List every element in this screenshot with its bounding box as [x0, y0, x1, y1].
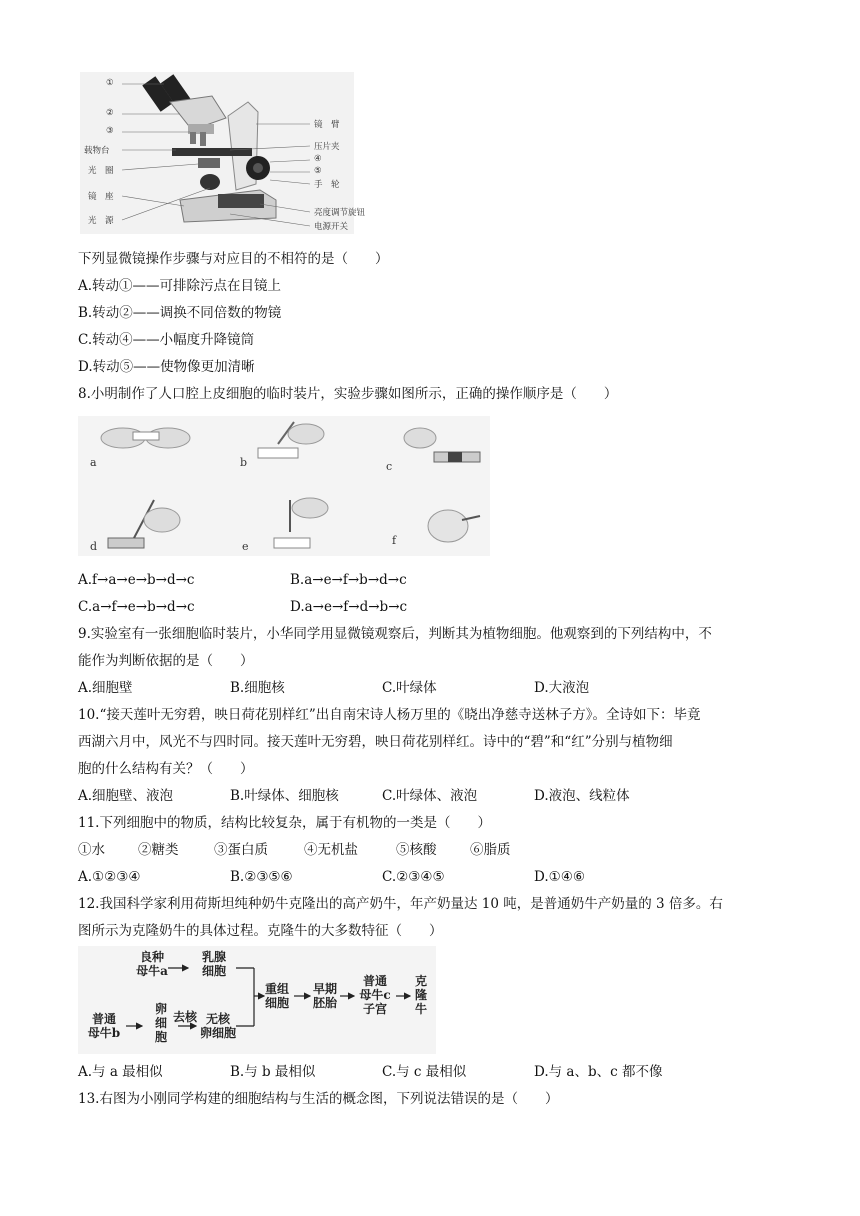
q10-line2: 西湖六月中，风光不与四时同。接天莲叶无穷碧，映日荷花别样红。诗中的“碧”和“红”分别与植物细	[78, 734, 673, 750]
flow-clone-cow: 克 隆 牛	[414, 974, 427, 1016]
microscope-label-power: 电源开关	[314, 222, 349, 232]
q7-stem: 下列显微镜操作步骤与对应目的不相符的是（ ）	[78, 251, 389, 267]
flow-mammary-cell: 乳腺 细胞	[201, 950, 226, 978]
q11-item-3: ③蛋白质	[214, 842, 268, 858]
q10-option-a: A.细胞壁、液泡	[78, 788, 174, 804]
microscope-label-brightness: 亮度调节旋钮	[314, 208, 366, 218]
microscope-label-stage: 载物台	[84, 146, 110, 156]
q8-option-b: B.a→e→f→b→d→c	[290, 572, 407, 588]
q12-line1: 12.我国科学家利用荷斯坦纯种奶牛克隆出的高产奶牛，年产奶量达 10 吨，是普通奶牛产奶量的 3 倍多。右	[78, 896, 723, 912]
cloning-flow-figure	[78, 946, 436, 1054]
q7-option-d: D.转动⑤——使物像更加清晰	[78, 359, 255, 375]
microscope-label-1: ①	[106, 78, 114, 88]
q11-item-1: ①水	[78, 842, 105, 858]
q12-option-a: A.与 a 最相似	[78, 1064, 163, 1080]
microscope-label-light: 光 源	[88, 216, 114, 226]
flow-early-embryo: 早期 胚胎	[312, 982, 337, 1010]
q9-stem-line1: 9.实验室有一张细胞临时装片，小华同学用显微镜观察后，判断其为植物细胞。他观察到的下列结构中，不	[78, 626, 712, 642]
q12-line2: 图所示为克隆奶牛的具体过程。克隆牛的大多数特征（ ）	[78, 923, 443, 939]
q10-line3: 胞的什么结构有关？（ ）	[78, 761, 254, 777]
q11-option-d: D.①④⑥	[534, 869, 585, 885]
flow-enucleated-egg: 无核 卵细胞	[199, 1012, 236, 1040]
q9-stem-line2: 能作为判断依据的是（ ）	[78, 653, 254, 669]
slide-steps-figure	[78, 416, 490, 556]
microscope-label-4: ④	[314, 154, 322, 164]
microscope-figure	[80, 72, 366, 234]
q9-option-c: C.叶绿体	[382, 680, 437, 696]
q7-option-c: C.转动④——小幅度升降镜筒	[78, 332, 255, 348]
q11-stem: 11.下列细胞中的物质，结构比较复杂，属于有机物的一类是（ ）	[78, 815, 491, 831]
q12-option-c: C.与 c 最相似	[382, 1064, 467, 1080]
flow-remove-nucleus: 去核	[172, 1010, 197, 1024]
microscope-illustration	[80, 72, 354, 234]
microscope-label-5: ⑤	[314, 166, 322, 176]
microscope-label-base: 镜 座	[88, 192, 114, 202]
flow-recombined-cell: 重组 细胞	[264, 982, 289, 1010]
flow-egg-cell: 卵 细 胞	[154, 1002, 167, 1044]
microscope-label-diaphragm: 光 圈	[88, 166, 114, 176]
q11-option-a: A.①②③④	[78, 869, 141, 885]
q9-option-b: B.细胞核	[230, 680, 285, 696]
q10-option-c: C.叶绿体、液泡	[382, 788, 478, 804]
microscope-label-arm: 镜 臂	[314, 120, 340, 130]
q8-stem: 8.小明制作了人口腔上皮细胞的临时装片，实验步骤如图所示，正确的操作顺序是（ ）	[78, 386, 618, 402]
q10-option-d: D.液泡、线粒体	[534, 788, 630, 804]
panel-label-e: e	[242, 540, 249, 553]
slide-steps-illustration	[78, 416, 490, 556]
q7-option-b: B.转动②——调换不同倍数的物镜	[78, 305, 282, 321]
q10-option-b: B.叶绿体、细胞核	[230, 788, 339, 804]
panel-label-a: a	[90, 456, 97, 469]
q11-option-c: C.②③④⑤	[382, 869, 445, 885]
flow-cow-a: 良种 母牛a	[136, 950, 168, 978]
q9-option-d: D.大液泡	[534, 680, 590, 696]
q11-option-b: B.②③⑤⑥	[230, 869, 293, 885]
flow-cow-b: 普通 母牛b	[87, 1012, 121, 1040]
q8-option-a: A.f→a→e→b→d→c	[78, 572, 195, 588]
microscope-label-3: ③	[106, 126, 114, 136]
panel-label-d: d	[90, 540, 98, 553]
q13-stem: 13.右图为小刚同学构建的细胞结构与生活的概念图，下列说法错误的是（ ）	[78, 1091, 559, 1107]
q11-item-5: ⑤核酸	[396, 842, 437, 858]
q12-option-d: D.与 a、b、c 都不像	[534, 1064, 663, 1080]
microscope-label-2: ②	[106, 108, 114, 118]
q8-option-c: C.a→f→e→b→d→c	[78, 599, 195, 615]
flow-surrogate-uterus: 普通 母牛c 子宫	[359, 974, 391, 1016]
q12-option-b: B.与 b 最相似	[230, 1064, 316, 1080]
panel-label-c: c	[386, 460, 393, 473]
q11-item-4: ④无机盐	[304, 842, 358, 858]
microscope-label-clip: 压片夹	[314, 142, 340, 152]
q10-line1: 10.“接天莲叶无穷碧，映日荷花别样红”出自南宋诗人杨万里的《晓出净慈寺送林子方》。全诗如下：毕竟	[78, 707, 701, 723]
q11-item-6: ⑥脂质	[470, 842, 511, 858]
q7-option-a: A.转动①——可排除污点在目镜上	[78, 278, 282, 294]
q11-item-2: ②糖类	[138, 842, 179, 858]
q8-option-d: D.a→e→f→d→b→c	[290, 599, 408, 615]
microscope-label-handwheel: 手 轮	[314, 180, 340, 190]
panel-label-f: f	[392, 534, 397, 547]
q9-option-a: A.细胞壁	[78, 680, 133, 696]
panel-label-b: b	[240, 456, 248, 469]
